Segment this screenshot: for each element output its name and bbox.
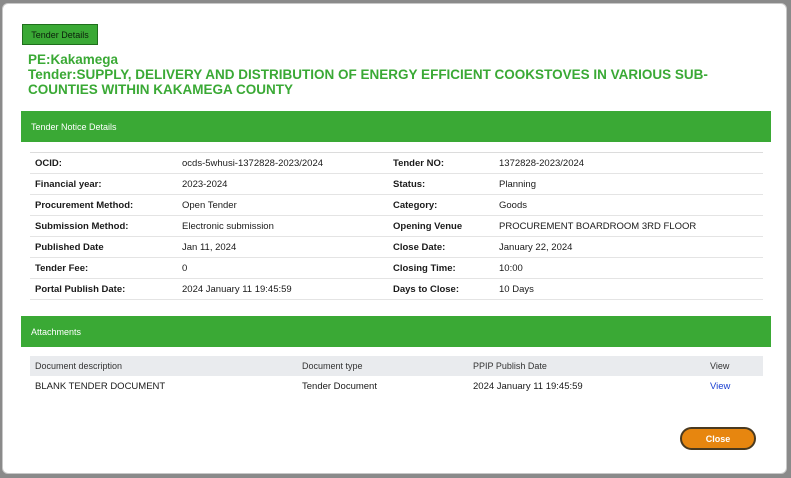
detail-value: ocds-5whusi-1372828-2023/2024	[182, 158, 324, 169]
detail-row	[30, 279, 763, 300]
detail-value: Planning	[499, 179, 536, 190]
detail-label: Opening Venue	[393, 221, 463, 232]
attachments-section-header: Attachments	[21, 316, 771, 347]
tender-notice-section-header: Tender Notice Details	[21, 111, 771, 142]
detail-label: Status:	[393, 179, 426, 190]
table-row	[30, 376, 763, 397]
detail-label: Tender NO:	[393, 158, 445, 169]
detail-value: 1372828-2023/2024	[499, 158, 585, 169]
detail-row	[30, 216, 763, 237]
close-button[interactable]: Close	[680, 427, 756, 450]
document-description: BLANK TENDER DOCUMENT	[35, 381, 166, 392]
detail-row	[30, 174, 763, 195]
detail-label: Closing Time:	[393, 263, 456, 274]
detail-value: 0	[182, 263, 188, 274]
detail-value: 10:00	[499, 263, 523, 274]
attachments-table	[30, 356, 763, 397]
detail-row	[30, 237, 763, 258]
tender-title: Tender:SUPPLY, DELIVERY AND DISTRIBUTION OF ENERGY EFFICIENT COOKSTOVES IN VARIOUS SUB-COUNTIES WITHIN KAKAMEGA COUNTY	[28, 67, 708, 97]
detail-value: 10 Days	[499, 284, 534, 295]
detail-label: Procurement Method:	[35, 200, 134, 211]
document-publish-date: 2024 January 11 19:45:59	[473, 381, 583, 392]
document-type: Tender Document	[302, 381, 377, 392]
detail-row	[30, 258, 763, 279]
column-header-publish-date: PPIP Publish Date	[473, 361, 547, 371]
detail-value: 2024 January 11 19:45:59	[182, 284, 292, 295]
detail-label: Published Date	[35, 242, 104, 253]
detail-value: Open Tender	[182, 200, 237, 211]
detail-value: Goods	[499, 200, 527, 211]
detail-row	[30, 153, 763, 174]
detail-label: Tender Fee:	[35, 263, 89, 274]
detail-label: Close Date:	[393, 242, 446, 253]
detail-label: OCID:	[35, 158, 62, 169]
tender-details-table	[30, 152, 763, 300]
detail-label: Financial year:	[35, 179, 102, 190]
detail-label: Submission Method:	[35, 221, 129, 232]
column-header-view: View	[710, 361, 730, 371]
attachments-table-header	[30, 356, 763, 376]
detail-value: Electronic submission	[182, 221, 274, 232]
column-header-type: Document type	[302, 361, 363, 371]
detail-label: Category:	[393, 200, 438, 211]
detail-label: Days to Close:	[393, 284, 459, 295]
detail-value: January 22, 2024	[499, 242, 573, 253]
procuring-entity-title: PE:Kakamega	[28, 52, 119, 67]
column-header-description: Document description	[35, 361, 123, 371]
tender-details-tab[interactable]: Tender Details	[22, 24, 98, 45]
detail-value: 2023-2024	[182, 179, 228, 190]
detail-value: PROCUREMENT BOARDROOM 3RD FLOOR	[499, 221, 697, 232]
view-document-link[interactable]: View	[710, 381, 731, 392]
detail-value: Jan 11, 2024	[182, 242, 237, 253]
detail-row	[30, 195, 763, 216]
detail-label: Portal Publish Date:	[35, 284, 126, 295]
tender-details-modal	[2, 3, 787, 474]
